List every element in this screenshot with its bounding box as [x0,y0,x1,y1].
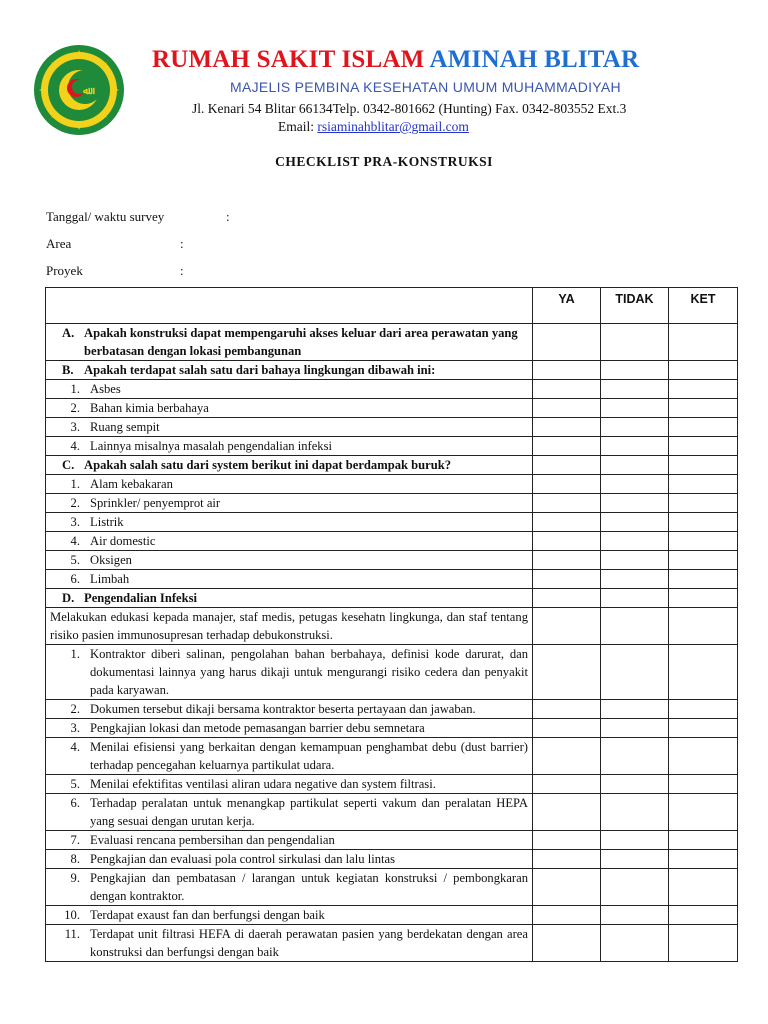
answer-tidak-cell[interactable] [601,608,669,645]
answer-ket-cell[interactable] [669,570,738,589]
item-cell [46,700,533,719]
answer-ket-cell[interactable] [669,831,738,850]
table-row [46,570,738,589]
answer-tidak-cell[interactable] [601,361,669,380]
item-text: Limbah [90,572,130,586]
hospital-name [152,46,639,74]
item-cell [46,475,533,494]
item-number: 8. [70,852,80,866]
answer-tidak-cell[interactable] [601,794,669,831]
svg-text:ﷲ: ﷲ [83,86,89,97]
answer-ya-cell[interactable] [533,418,601,437]
answer-tidak-cell[interactable] [601,456,669,475]
table-row [46,831,738,850]
answer-ya-cell[interactable] [533,608,601,645]
item-cell [46,399,533,418]
item-cell [46,794,533,831]
answer-tidak-cell[interactable] [601,925,669,962]
answer-tidak-cell[interactable] [601,532,669,551]
item-text: Alam kebakaran [90,477,173,491]
hospital-name-part2: AMINAH BLITAR [429,46,640,73]
answer-ya-cell[interactable] [533,869,601,906]
answer-ya-cell[interactable] [533,475,601,494]
answer-tidak-cell[interactable] [601,775,669,794]
answer-ket-cell[interactable] [669,589,738,608]
table-row [46,532,738,551]
item-number: 4. [70,534,80,548]
answer-ya-cell[interactable] [533,494,601,513]
answer-tidak-cell[interactable] [601,399,669,418]
hospital-logo [33,44,125,136]
item-number: 3. [70,515,80,529]
section-text: Apakah salah satu dari system berikut ini dapat berdampak buruk? [84,458,452,472]
table-row [46,906,738,925]
email-link[interactable]: rsiaminahblitar@gmail.com [317,119,469,134]
email-line [278,119,469,135]
answer-ya-cell[interactable] [533,589,601,608]
item-text: Terdapat unit filtrasi HEFA di daerah perawatan pasien yang berdekatan dengan area konstruksi dan berfungsi dengan baik [90,927,528,959]
header-tidak: TIDAK [601,288,669,324]
answer-ket-cell[interactable] [669,532,738,551]
answer-ket-cell[interactable] [669,608,738,645]
item-cell [46,719,533,738]
table-row [46,738,738,775]
item-number: 7. [70,833,80,847]
answer-ya-cell[interactable] [533,532,601,551]
answer-tidak-cell[interactable] [601,475,669,494]
item-text: Bahan kimia berbahaya [90,401,209,415]
item-cell [46,850,533,869]
item-text: Oksigen [90,553,132,567]
item-text: Terdapat exaust fan dan berfungsi dengan baik [90,908,325,922]
answer-ket-cell[interactable] [669,850,738,869]
item-cell [46,551,533,570]
field-label: Area [46,236,72,251]
item-number: 6. [70,796,80,810]
answer-tidak-cell[interactable] [601,738,669,775]
header-ket: KET [669,288,738,324]
answer-tidak-cell[interactable] [601,437,669,456]
section-label: A. [62,326,75,340]
item-text: Ruang sempit [90,420,160,434]
item-number: 9. [70,871,80,885]
answer-ket-cell[interactable] [669,794,738,831]
section-label: C. [62,458,75,472]
item-number: 1. [70,647,80,661]
item-number: 1. [70,477,80,491]
field-label: Proyek [46,263,83,278]
answer-ya-cell[interactable] [533,456,601,475]
table-row [46,475,738,494]
answer-ya-cell[interactable] [533,399,601,418]
answer-tidak-cell[interactable] [601,551,669,570]
answer-tidak-cell[interactable] [601,645,669,700]
answer-tidak-cell[interactable] [601,850,669,869]
answer-ya-cell[interactable] [533,380,601,399]
answer-ya-cell[interactable] [533,719,601,738]
field-label: Tanggal/ waktu survey [46,209,165,224]
item-cell [46,869,533,906]
table-row [46,700,738,719]
item-number: 6. [70,572,80,586]
answer-ket-cell[interactable] [669,906,738,925]
item-cell [46,775,533,794]
answer-tidak-cell[interactable] [601,380,669,399]
section-d-row [46,589,738,608]
answer-ya-cell[interactable] [533,361,601,380]
item-text: Evaluasi rencana pembersihan dan pengendalian [90,833,335,847]
answer-ya-cell[interactable] [533,324,601,361]
item-number: 5. [70,777,80,791]
answer-ket-cell[interactable] [669,869,738,906]
field-project [46,263,184,279]
field-colon: : [226,209,230,224]
header-ya: YA [533,288,601,324]
intro-row [46,608,738,645]
section-text: Apakah konstruksi dapat mempengaruhi akses keluar dari area perawatan yang berbatasan dengan lokasi pembangunan [84,326,518,358]
organization-subtitle: MAJELIS PEMBINA KESEHATAN UMUM MUHAMMADIYAH [230,79,621,95]
item-number: 3. [70,420,80,434]
answer-ket-cell[interactable] [669,380,738,399]
table-row [46,513,738,532]
section-cell [46,361,533,380]
answer-ya-cell[interactable] [533,700,601,719]
item-number: 5. [70,553,80,567]
answer-ket-cell[interactable] [669,775,738,794]
item-number: 1. [70,382,80,396]
answer-ket-cell[interactable] [669,513,738,532]
answer-tidak-cell[interactable] [601,418,669,437]
answer-ya-cell[interactable] [533,850,601,869]
item-text: Air domestic [90,534,156,548]
answer-tidak-cell[interactable] [601,719,669,738]
answer-ket-cell[interactable] [669,361,738,380]
table-row [46,775,738,794]
item-text: Lainnya misalnya masalah pengendalian infeksi [90,439,332,453]
item-text: Menilai efisiensi yang berkaitan dengan kemampuan penghambat debu (dust barrier) terhadap pencegahan keluarnya partikulat udara. [90,740,528,772]
section-text: Pengendalian Infeksi [84,591,198,605]
item-cell [46,380,533,399]
answer-ket-cell[interactable] [669,494,738,513]
item-cell [46,513,533,532]
table-row [46,794,738,831]
header-description [46,288,533,324]
answer-ket-cell[interactable] [669,700,738,719]
item-text: Listrik [90,515,124,529]
item-number: 10. [64,908,80,922]
section-a-row [46,324,738,361]
answer-ya-cell[interactable] [533,906,601,925]
item-cell [46,645,533,700]
answer-ket-cell[interactable] [669,418,738,437]
section-cell [46,589,533,608]
answer-ya-cell[interactable] [533,551,601,570]
section-cell [46,456,533,475]
answer-ket-cell[interactable] [669,645,738,700]
item-number: 4. [70,740,80,754]
table-row [46,869,738,906]
hospital-address: Jl. Kenari 54 Blitar 66134Telp. 0342-801662 (Hunting) Fax. 0342-803552 Ext.3 [192,101,627,116]
answer-tidak-cell[interactable] [601,831,669,850]
answer-tidak-cell[interactable] [601,570,669,589]
item-cell [46,570,533,589]
answer-ket-cell[interactable] [669,925,738,962]
section-text: Apakah terdapat salah satu dari bahaya lingkungan dibawah ini: [84,363,436,377]
table-row [46,418,738,437]
field-colon: : [180,236,184,251]
answer-ket-cell[interactable] [669,456,738,475]
answer-ket-cell[interactable] [669,399,738,418]
answer-ya-cell[interactable] [533,794,601,831]
field-date-time [46,209,230,225]
item-cell [46,831,533,850]
section-label: B. [62,363,74,377]
item-text: Terhadap peralatan untuk menangkap partikulat seperti vakum dan peralatan HEPA yang sesuai dengan urutan kerja. [90,796,528,828]
table-row [46,551,738,570]
item-number: 11. [64,927,80,941]
section-cell [46,324,533,361]
checklist-table [45,287,738,962]
intro-text: Melakukan edukasi kepada manajer, staf medis, petugas kesehatn lingkunga, dan staf tentang risiko pasien immunosupresan terhadap debukonstruksi. [46,608,533,645]
email-label: Email: [278,119,314,134]
table-row [46,494,738,513]
answer-tidak-cell[interactable] [601,906,669,925]
field-area [46,236,184,252]
table-row [46,645,738,700]
answer-ket-cell[interactable] [669,719,738,738]
item-text: Dokumen tersebut dikaji bersama kontraktor beserta pertayaan dan jawaban. [90,702,476,716]
answer-ya-cell[interactable] [533,775,601,794]
answer-tidak-cell[interactable] [601,869,669,906]
answer-ya-cell[interactable] [533,831,601,850]
item-text: Pengkajian dan evaluasi pola control sirkulasi dan lalu lintas [90,852,395,866]
item-number: 2. [70,702,80,716]
answer-ya-cell[interactable] [533,513,601,532]
table-row [46,380,738,399]
answer-ket-cell[interactable] [669,475,738,494]
table-row [46,719,738,738]
item-text: Pengkajian dan pembatasan / larangan untuk kegiatan konstruksi / pembongkaran dengan kontraktor. [90,871,528,903]
hospital-name-part1: RUMAH SAKIT ISLAM [152,46,425,73]
answer-ya-cell[interactable] [533,738,601,775]
answer-ya-cell[interactable] [533,437,601,456]
item-cell [46,906,533,925]
section-c-row [46,456,738,475]
item-number: 4. [70,439,80,453]
answer-tidak-cell[interactable] [601,324,669,361]
item-text: Sprinkler/ penyemprot air [90,496,221,510]
item-cell [46,418,533,437]
item-number: 2. [70,496,80,510]
document-title: CHECKLIST PRA-KONSTRUKSI [275,154,493,169]
answer-ket-cell[interactable] [669,437,738,456]
answer-ya-cell[interactable] [533,925,601,962]
answer-tidak-cell[interactable] [601,494,669,513]
item-text: Kontraktor diberi salinan, pengolahan bahan berbahaya, definisi kode darurat, dan dokumentasi lainnya yang harus dikaji untuk mengurangi risiko cedera dan penyakit pada karyawan. [90,647,528,697]
answer-ya-cell[interactable] [533,570,601,589]
section-b-row [46,361,738,380]
answer-tidak-cell[interactable] [601,513,669,532]
item-text: Menilai efektifitas ventilasi aliran udara negative dan system filtrasi. [90,777,436,791]
item-number: 2. [70,401,80,415]
answer-tidak-cell[interactable] [601,700,669,719]
table-row [46,850,738,869]
answer-ket-cell[interactable] [669,738,738,775]
item-text: Pengkajian lokasi dan metode pemasangan barrier debu semnetara [90,721,425,735]
section-label: D. [62,591,75,605]
table-row [46,437,738,456]
answer-ket-cell[interactable] [669,324,738,361]
answer-tidak-cell[interactable] [601,589,669,608]
answer-ya-cell[interactable] [533,645,601,700]
table-row [46,925,738,962]
table-header-row [46,288,738,324]
item-text: Asbes [90,382,121,396]
item-number: 3. [70,721,80,735]
item-cell [46,738,533,775]
field-colon: : [180,263,184,278]
item-cell [46,925,533,962]
item-cell [46,494,533,513]
item-cell [46,437,533,456]
answer-ket-cell[interactable] [669,551,738,570]
table-row [46,399,738,418]
item-cell [46,532,533,551]
